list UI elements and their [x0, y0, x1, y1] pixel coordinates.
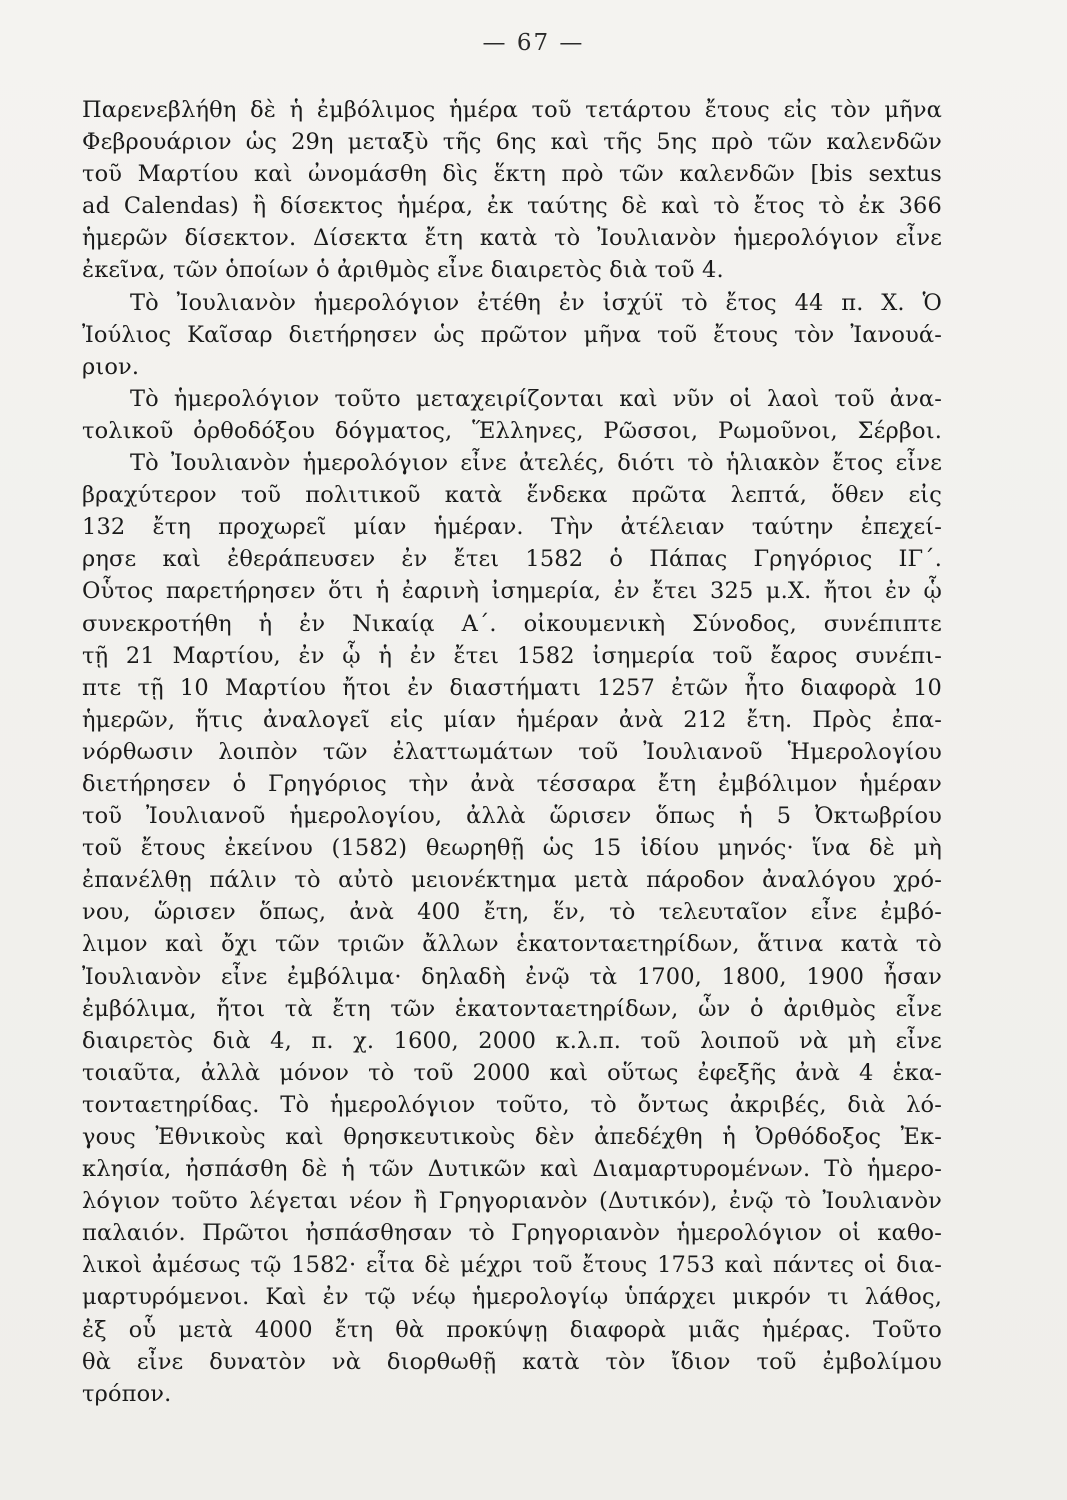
text-line: πτε τῇ 10 Μαρτίου ἤτοι ἐν διαστήματι 1257 ἐτῶν ἦτο διαφορὰ 10: [82, 674, 942, 701]
text-line: γους Ἐθνικοὺς καὶ θρησκευτικοὺς δὲν ἀπεδέχθη ἡ Ὀρθόδοξος Ἐκ-: [82, 1124, 942, 1150]
text-line: Οὗτος παρετήρησεν ὅτι ἡ ἐαρινὴ ἰσημερία, ἐν ἔτει 325 μ.Χ. ἤτοι ἐν ᾧ: [82, 578, 942, 605]
text-line: παλαιόν. Πρῶτοι ἠσπάσθησαν τὸ Γρηγοριανὸν ἡμερολόγιον οἱ καθο-: [82, 1220, 942, 1247]
text-line: λικοὶ ἀμέσως τῷ 1582· εἶτα δὲ μέχρι τοῦ ἔτους 1753 καὶ πάντες οἱ δια-: [82, 1252, 942, 1279]
text-line: 132 ἔτη προχωρεῖ μίαν ἡμέραν. Τὴν ἀτέλειαν ταύτην ἐπεχεί-: [82, 514, 942, 541]
page-number: — 67 —: [482, 30, 585, 56]
text-line: τολικοῦ ὀρθοδόξου δόγματος, Ἕλληνες, Ρῶσσοι, Ρωμοῦνοι, Σέρβοι.: [82, 417, 942, 444]
text-line: κλησία, ἠσπάσθη δὲ ἡ τῶν Δυτικῶν καὶ Διαμαρτυρομένων. Τὸ ἡμερο-: [82, 1156, 942, 1183]
text-line: λιμον καὶ ὄχι τῶν τριῶν ἄλλων ἑκατονταετηρίδων, ἅτινα κατὰ τὸ: [82, 931, 942, 958]
text-line: Ἰουλιανὸν εἶνε ἐμβόλιμα· δηλαδὴ ἐνῷ τὰ 1700, 1800, 1900 ἦσαν: [82, 963, 942, 990]
text-line: Ἰούλιος Καῖσαρ διετήρησεν ὡς πρῶτον μῆνα τοῦ ἔτους τὸν Ἰανουά-: [82, 321, 942, 348]
text-line: Τὸ Ἰουλιανὸν ἡμερολόγιον ἐτέθη ἐν ἰσχύϊ τὸ ἔτος 44 π. Χ. Ὁ: [130, 289, 942, 316]
text-line: τοῦ ἔτους ἐκείνου (1582) θεωρηθῇ ὡς 15 ἰδίου μηνός· ἵνα δὲ μὴ: [82, 835, 942, 862]
text-line: τῇ 21 Μαρτίου, ἐν ᾧ ἡ ἐν ἔτει 1582 ἰσημερία τοῦ ἔαρος συνέπι-: [82, 642, 942, 669]
text-line: βραχύτερον τοῦ πολιτικοῦ κατὰ ἕνδεκα πρῶτα λεπτά, ὅθεν εἰς: [82, 482, 942, 509]
text-line: ἡμερῶν, ἥτις ἀναλογεῖ εἰς μίαν ἡμέραν ἀνὰ 212 ἔτη. Πρὸς ἐπα-: [82, 706, 942, 733]
text-line: θὰ εἶνε δυνατὸν νὰ διορθωθῇ κατὰ τὸν ἴδιον τοῦ ἐμβολίμου: [82, 1348, 942, 1375]
text-line: ἡμερῶν δίσεκτον. Δίσεκτα ἔτη κατὰ τὸ Ἰουλιανὸν ἡμερολόγιον εἶνε: [82, 225, 942, 252]
text-line: τονταετηρίδας. Τὸ ἡμερολόγιον τοῦτο, τὸ ὄντως ἀκριβές, διὰ λό-: [82, 1091, 942, 1118]
text-line: νόρθωσιν λοιπὸν τῶν ἐλαττωμάτων τοῦ Ἰουλιανοῦ Ἡμερολογίου: [82, 738, 942, 765]
text-line: λόγιον τοῦτο λέγεται νέον ἢ Γρηγοριανὸν (Δυτικόν), ἐνῷ τὸ Ἰουλιανὸν: [82, 1188, 942, 1215]
text-line: ad Calendas) ἢ δίσεκτος ἡμέρα, ἐκ ταύτης δὲ καὶ τὸ ἔτος τὸ ἐκ 366: [82, 193, 942, 220]
text-line: Φεβρουάριον ὡς 29η μεταξὺ τῆς 6ης καὶ τῆς 5ης πρὸ τῶν καλενδῶν: [82, 129, 942, 156]
text-line: συνεκροτήθη ἡ ἐν Νικαίᾳ Α΄. οἰκουμενικὴ Σύνοδος, συνέπιπτε: [82, 610, 942, 637]
text-line: ἐξ οὗ μετὰ 4000 ἔτη θὰ προκύψῃ διαφορὰ μιᾶς ἡμέρας. Τοῦτο: [82, 1316, 942, 1343]
text-line: τοιαῦτα, ἀλλὰ μόνον τὸ τοῦ 2000 καὶ οὕτως ἐφεξῆς ἀνὰ 4 ἑκα-: [82, 1059, 942, 1086]
text-line: ἐπανέλθῃ πάλιν τὸ αὐτὸ μειονέκτημα μετὰ πάροδον ἀναλόγου χρό-: [82, 867, 942, 894]
text-line: τοῦ Μαρτίου καὶ ὠνομάσθη δὶς ἕκτη πρὸ τῶν καλενδῶν [bis sextus: [82, 161, 942, 188]
text-line: μαρτυρόμενοι. Καὶ ἐν τῷ νέῳ ἡμερολογίῳ ὑπάρχει μικρόν τι λάθος,: [82, 1284, 942, 1311]
body-text: [82, 94, 942, 1410]
text-line: τοῦ Ἰουλιανοῦ ἡμερολογίου, ἀλλὰ ὥρισεν ὅπως ἡ 5 Ὀκτωβρίου: [82, 803, 942, 830]
text-line: διαιρετὸς διὰ 4, π. χ. 1600, 2000 κ.λ.π. τοῦ λοιποῦ νὰ μὴ εἶνε: [82, 1027, 942, 1054]
text-line: Τὸ Ἰουλιανὸν ἡμερολόγιον εἶνε ἀτελές, διότι τὸ ἡλιακὸν ἔτος εἶνε: [130, 450, 942, 477]
text-line: Τὸ ἡμερολόγιον τοῦτο μεταχειρίζονται καὶ νῦν οἱ λαοὶ τοῦ ἀνα-: [130, 385, 942, 412]
text-line: νου, ὥρισεν ὅπως, ἀνὰ 400 ἔτη, ἕν, τὸ τελευταῖον εἶνε ἐμβό-: [82, 899, 942, 926]
text-line: τρόπον.: [82, 1380, 172, 1407]
text-line: ρησε καὶ ἐθεράπευσεν ἐν ἔτει 1582 ὁ Πάπας Γρηγόριος ΙΓ΄.: [82, 546, 942, 573]
text-line: Παρενεβλήθη δὲ ἡ ἐμβόλιμος ἡμέρα τοῦ τετάρτου ἔτους εἰς τὸν μῆνα: [82, 97, 942, 123]
text-line: ριον.: [82, 353, 140, 380]
text-line: ἐμβόλιμα, ἤτοι τὰ ἔτη τῶν ἑκατονταετηρίδων, ὧν ὁ ἀριθμὸς εἶνε: [82, 995, 942, 1022]
text-line: ἐκεῖνα, τῶν ὁποίων ὁ ἀριθμὸς εἶνε διαιρετὸς διὰ τοῦ 4.: [82, 257, 724, 284]
text-line: διετήρησεν ὁ Γρηγόριος τὴν ἀνὰ τέσσαρα ἔτη ἐμβόλιμον ἡμέραν: [82, 770, 942, 797]
